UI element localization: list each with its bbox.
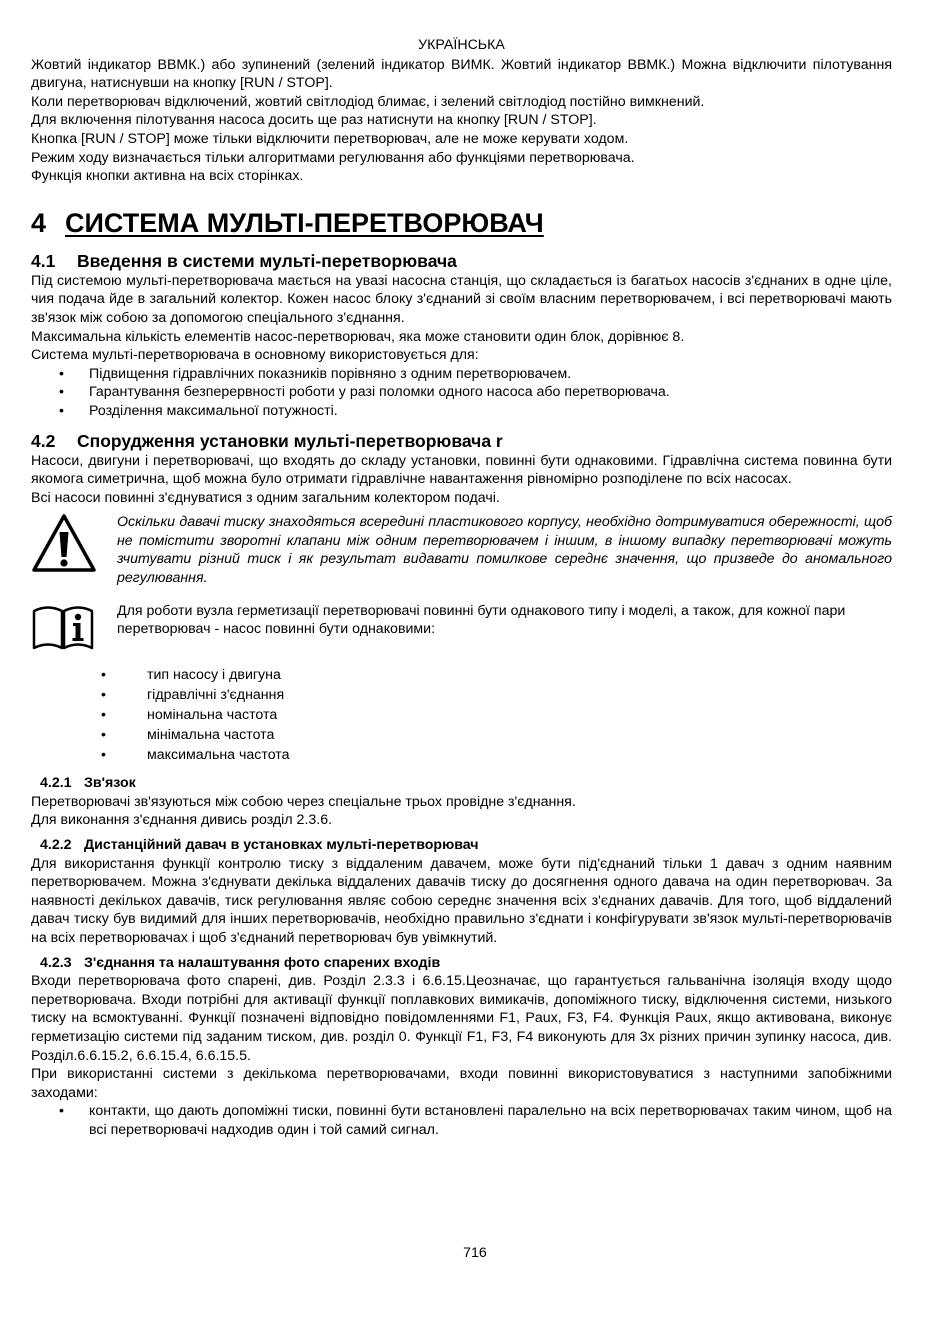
paragraph: Функція кнопки активна на всіх сторінках.: [31, 168, 304, 185]
subsubsection-number: 4.2.1: [40, 775, 72, 792]
subsubsection-number: 4.2.2: [40, 837, 72, 854]
warning-text: Оскільки давачі тиску знаходяться всередині пластикового корпусу, необхідно дотримуватися обережності, щоб не помістити зворотні клапани між одним перетворювачем і іншим, в іншому випадку перетворювачі можуть зчитувати різний тиск і як результат видавати помилкове середнє значення, що призведе до аномального регулювання.: [117, 514, 892, 587]
subsubsection-title: Дистанційний давач в установках мульті-перетворювач: [84, 837, 479, 854]
paragraph: Максимальна кількість елементів насос-перетворювач, яка може становити один блок, дорівнює 8.: [31, 328, 685, 345]
subsubsection-heading: [40, 954, 892, 973]
subsubsection-number: 4.2.3: [40, 954, 72, 971]
paragraph: Жовтий індикатор ВВМК.) або зупинений (зелений індикатор ВИМК. Жовтий індикатор ВВМК.) Можна відключити пілотування двигуна, натиснувши на кнопку [RUN / STOP].: [31, 56, 892, 92]
section-heading: [31, 206, 892, 240]
bullet-list: [31, 365, 892, 421]
bullet-list: [31, 665, 892, 765]
list-item: • максимальна частота: [31, 745, 892, 765]
subsection-heading: [31, 250, 892, 272]
page-number: 716: [463, 1245, 487, 1261]
info-note: [31, 602, 892, 656]
subsection-title: Введення в системи мульті-перетворювача: [77, 250, 457, 271]
subsubsection-title: Зв'язок: [84, 775, 136, 792]
section-title: СИСТЕМА МУЛЬТІ-ПЕРЕТВОРЮВАЧ: [65, 207, 544, 238]
list-item: • тип насосу і двигуна: [31, 665, 892, 685]
paragraph: Насоси, двигуни і перетворювачі, що входять до складу установки, повинні бути однаковими. Гідравлічна система повинна бути якомога симетрична, щоб можна було отримати гідравлічне навантаження рівномірно розподілене по всіх насосах.: [31, 452, 892, 488]
intro-block: [31, 56, 892, 186]
list-item: • Розділення максимальної потужності.: [31, 402, 892, 421]
warning-note: [31, 513, 892, 587]
paragraph: Система мульті-перетворювача в основному використовується для:: [31, 347, 479, 364]
list-item: • Підвищення гідравлічних показників порівняно з одним перетворювачем.: [31, 365, 892, 384]
list-item: • мінімальна частота: [31, 725, 892, 745]
list-item: • номінальна частота: [31, 705, 892, 725]
list-item: • контакти, що дають допоміжні тиски, повинні бути встановлені паралельно на всіх перетворювачах таким чином, щоб на всі перетворювачі надходив один і той самий сигнал.: [31, 1102, 892, 1139]
paragraph: Режим ходу визначається тільки алгоритмами регулювання або функціями перетворювача.: [31, 149, 635, 166]
section-number: 4: [31, 207, 47, 238]
language-header: УКРАЇНСЬКА: [418, 37, 505, 53]
paragraph: Кнопка [RUN / STOP] може тільки відключити перетворювач, але не може керувати ходом.: [31, 130, 629, 147]
subsection-heading: [31, 430, 892, 452]
warning-triangle-icon: [31, 513, 117, 579]
bullet-list: [31, 1102, 892, 1139]
subsection-number: 4.2: [31, 430, 56, 451]
subsubsection-title: З'єднання та налаштування фото спарених входів: [84, 954, 441, 971]
paragraph: Під системою мульті-перетворювача мається на увазі насосна станція, що складається із багатьох насосів з'єднаних в одне ціле, чия подача йде в загальний колектор. Кожен насос блоку з'єднаний зі своїм власним перетворювачем, і всі перетворювачі мають зв'язок між собою за допомогою спеціального з'єднання.: [31, 272, 892, 326]
manual-info-icon: [31, 602, 117, 656]
list-item: • гідравлічні з'єднання: [31, 685, 892, 705]
subsubsection-heading: [40, 774, 892, 793]
paragraph: Для виконання з'єднання дивись розділ 2.3.6.: [31, 812, 333, 829]
document-page: [31, 36, 892, 1140]
paragraph: Для включення пілотування насоса досить ще раз натиснути на кнопку [RUN / STOP].: [31, 112, 597, 129]
paragraph: Входи перетворювача фото спарені, див. Розділ 2.3.3 і 6.6.15.Цеозначає, що гарантується гальванічна ізоляція входу щодо перетворювача. Входи потрібні для активації функції поплавкових вимикачів, допоміжного тиску, відключення системи, низького тиску на всмоктуванні. Функції позначені відповідно повідомленнями F1, Paux, F3, F4. Функція Paux, якщо активована, виконує герметизацію системи під заданим тиском, див. розділ 0. Функції F1, F3, F4 виконують для 3х різних причин зупинку насоса, див. Розділ.6.6.15.2, 6.6.15.4, 6.6.15.5.: [31, 973, 892, 1064]
subsection-title: Спорудження установки мульті-перетворювача r: [77, 430, 503, 451]
paragraph: Перетворювачі зв'язуються між собою через спеціальне трьох провідне з'єднання.: [31, 793, 576, 810]
paragraph: При використанні системи з декількома перетворювачами, входи повинні використовуватися з наступними запобіжними заходами:: [31, 1066, 892, 1101]
subsection-number: 4.1: [31, 250, 56, 271]
paragraph: Коли перетворювач відключений, жовтий світлодіод блимає, і зелений світлодіод постійно вимкнений.: [31, 93, 705, 110]
paragraph: Всі насоси повинні з'єднуватися з одним загальним колектором подачі.: [31, 489, 500, 506]
subsubsection-heading: [40, 836, 892, 855]
info-text: Для роботи вузла герметизації перетворювачі повинні бути однакового типу і моделі, а також, для кожної пари перетворювач - насос повинні бути однаковими:: [117, 602, 846, 638]
list-item: • Гарантування безперервності роботи у разі поломки одного насоса або перетворювача.: [31, 383, 892, 402]
paragraph: Для використання функції контролю тиску з віддаленим давачем, може бути під'єднаний тільки 1 давач з одним наявним перетворювачем. Можна з'єднувати декілька віддалених давачів тиску до досягнення одного давача на один перетворювач. За наявності декількох давачів, тиск регулювання являє собою середнє значення всіх з'єднаних давачів. Для того, щоб віддалений давач тиску був видимий для інших перетворювачів, необхідно правильно з'єднати і конфігурувати зв'язок мульті-перетворювачів на всіх перетворювачах і щоб з'єднаний перетворювач був увімкнутий.: [31, 855, 892, 946]
